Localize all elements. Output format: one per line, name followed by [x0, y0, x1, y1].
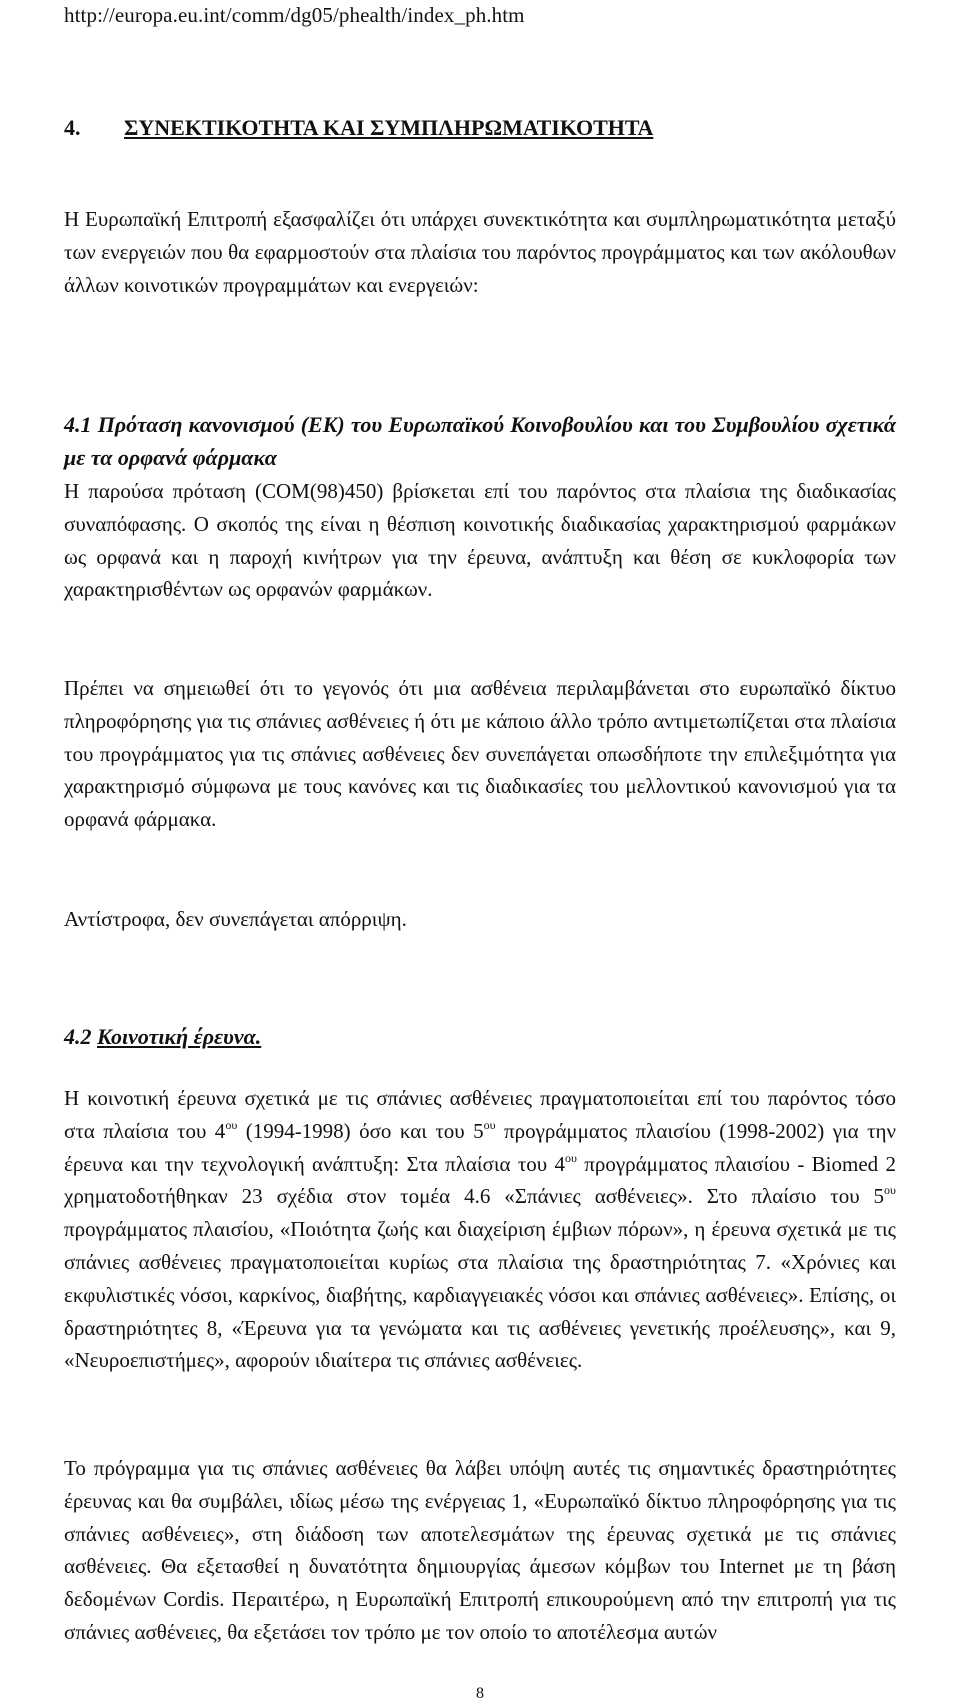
subsection-4-2-title: Κοινοτική έρευνα.: [97, 1024, 262, 1049]
subsection-4-2-heading: [64, 1021, 896, 1054]
text-run: προγράμματος πλαισίου, «Ποιότητα ζωής και διαχείριση έμβιων πόρων», η έρευνα σχετικά με τις σπάνιες ασθένειες πραγματοποιείται κυρίως στα πλαίσια της δραστηριότητας 7. «Χρόνιες και εκφυλιστικές νόσοι, καρκίνος, διαβήτης, καρδιαγγειακές νόσοι και σπάνιες ασθένειες». Επίσης, οι δραστηριότητες 8, «Έρευνα για τα γενώματα και τις ασθένειες γενετικής προέλευσης», και 9, «Νευροεπιστήμες», αφορούν ιδιαίτερα τις σπάνιες ασθένειες.: [64, 1217, 896, 1373]
intro-paragraph: Η Ευρωπαϊκή Επιτροπή εξασφαλίζει ότι υπάρχει συνεκτικότητα και συμπληρωματικότητα μεταξύ των ενεργειών που θα εφαρμοστούν στα πλαίσια του παρόντος προγράμματος και των ακόλουθων άλλων κοινοτικών προγραμμάτων και ενεργειών:: [64, 207, 896, 297]
ordinal-superscript: ου: [565, 1150, 577, 1165]
text-run: Η κοινοτική έρευνα σχετικά με τις σπάνιες ασθένειες πραγματοποιείται επί του παρόντος τόσο στα πλαίσια του 4: [64, 1086, 896, 1143]
subsection-4-1-heading: [64, 409, 896, 475]
subsection-4-1-paragraph-1: Η παρούσα πρόταση (COM(98)450) βρίσκεται επί του παρόντος στα πλαίσια της διαδικασίας συναπόφασης. Ο σκοπός της είναι η θέσπιση κοινοτικής διαδικασίας χαρακτηρισμού φαρμάκων ως ορφανά και η παροχή κινήτρων για την έρευνα, ανάπτυξη και θέση σε κυκλοφορία των χαρακτηρισθέντων ως ορφανών φαρμάκων.: [64, 479, 896, 602]
section-heading: [64, 114, 894, 142]
section-title: ΣΥΝΕΚΤΙΚΟΤΗΤΑ ΚΑΙ ΣΥΜΠΛΗΡΩΜΑΤΙΚΟΤΗΤΑ: [124, 115, 654, 140]
subsection-4-2-number: 4.2: [64, 1024, 92, 1049]
subsection-4-1-number: 4.1: [64, 412, 92, 437]
subsection-4-1-paragraph-2: Πρέπει να σημειωθεί ότι το γεγονός ότι μια ασθένεια περιλαμβάνεται στο ευρωπαϊκό δίκτυο πληροφόρησης για τις σπάνιες ασθένειες ή ότι με κάποιο άλλο τρόπο αντιμετωπίζεται στα πλαίσια του προγράμματος για τις σπάνιες ασθένειες δεν συνεπάγεται οπωσδήποτε την επιλεξιμότητα για χαρακτηρισμό σύμφωνα με τους κανόνες και τις διαδικασίες του μελλοντικού κανονισμού για τα ορφανά φάρμακα.: [64, 676, 896, 832]
subsection-4-1-paragraph-3: Αντίστροφα, δεν συνεπάγεται απόρριψη.: [64, 907, 407, 931]
section-number: 4.: [64, 115, 81, 140]
subsection-4-2-paragraph-1: [64, 1082, 896, 1377]
text-run: προγράμματος πλαισίου (1998-2002) για την έρευνα και την τεχνολογική ανάπτυξη: Στα πλαίσια του 4: [64, 1118, 896, 1176]
ordinal-superscript: ου: [483, 1117, 496, 1132]
header-url: http://europa.eu.int/comm/dg05/phealth/index_ph.htm: [64, 3, 525, 27]
text-run: (1994-1998) όσο και του 5: [237, 1118, 484, 1143]
ordinal-superscript: ου: [884, 1183, 896, 1198]
text-run: προγράμματος πλαισίου - Biomed 2 χρηματοδοτήθηκαν 23 σχέδια στον τομέα 4.6 «Σπάνιες ασθένειες». Στο πλαίσιο του 5: [64, 1151, 897, 1209]
subsection-4-1-title: Πρόταση κανονισμού (ΕΚ) του Ευρωπαϊκού Κοινοβουλίου και του Συμβουλίου σχετικά με τα ορφανά φάρμακα: [64, 412, 897, 470]
page-number: 8: [476, 1685, 484, 1702]
ordinal-superscript: ου: [225, 1117, 238, 1132]
subsection-4-2-paragraph-2: Το πρόγραμμα για τις σπάνιες ασθένειες θα λάβει υπόψη αυτές τις σημαντικές δραστηριότητες έρευνας και θα συμβάλει, ιδίως μέσω της ενέργειας 1, «Ευρωπαϊκό δίκτυο πληροφόρησης για τις σπάνιες ασθένειες», στη διάδοση των αποτελεσμάτων της έρευνας σχετικά με τις σπάνιες ασθένειες. Θα εξετασθεί η δυνατότητα δημιουργίας άμεσων κόμβων του Internet με τη βάση δεδομένων Cordis. Περαιτέρω, η Ευρωπαϊκή Επιτροπή επικουρούμενη από την επιτροπή για τις σπάνιες ασθένειες, θα εξετάσει τον τρόπο με τον οποίο το αποτέλεσμα αυτών: [64, 1456, 896, 1644]
